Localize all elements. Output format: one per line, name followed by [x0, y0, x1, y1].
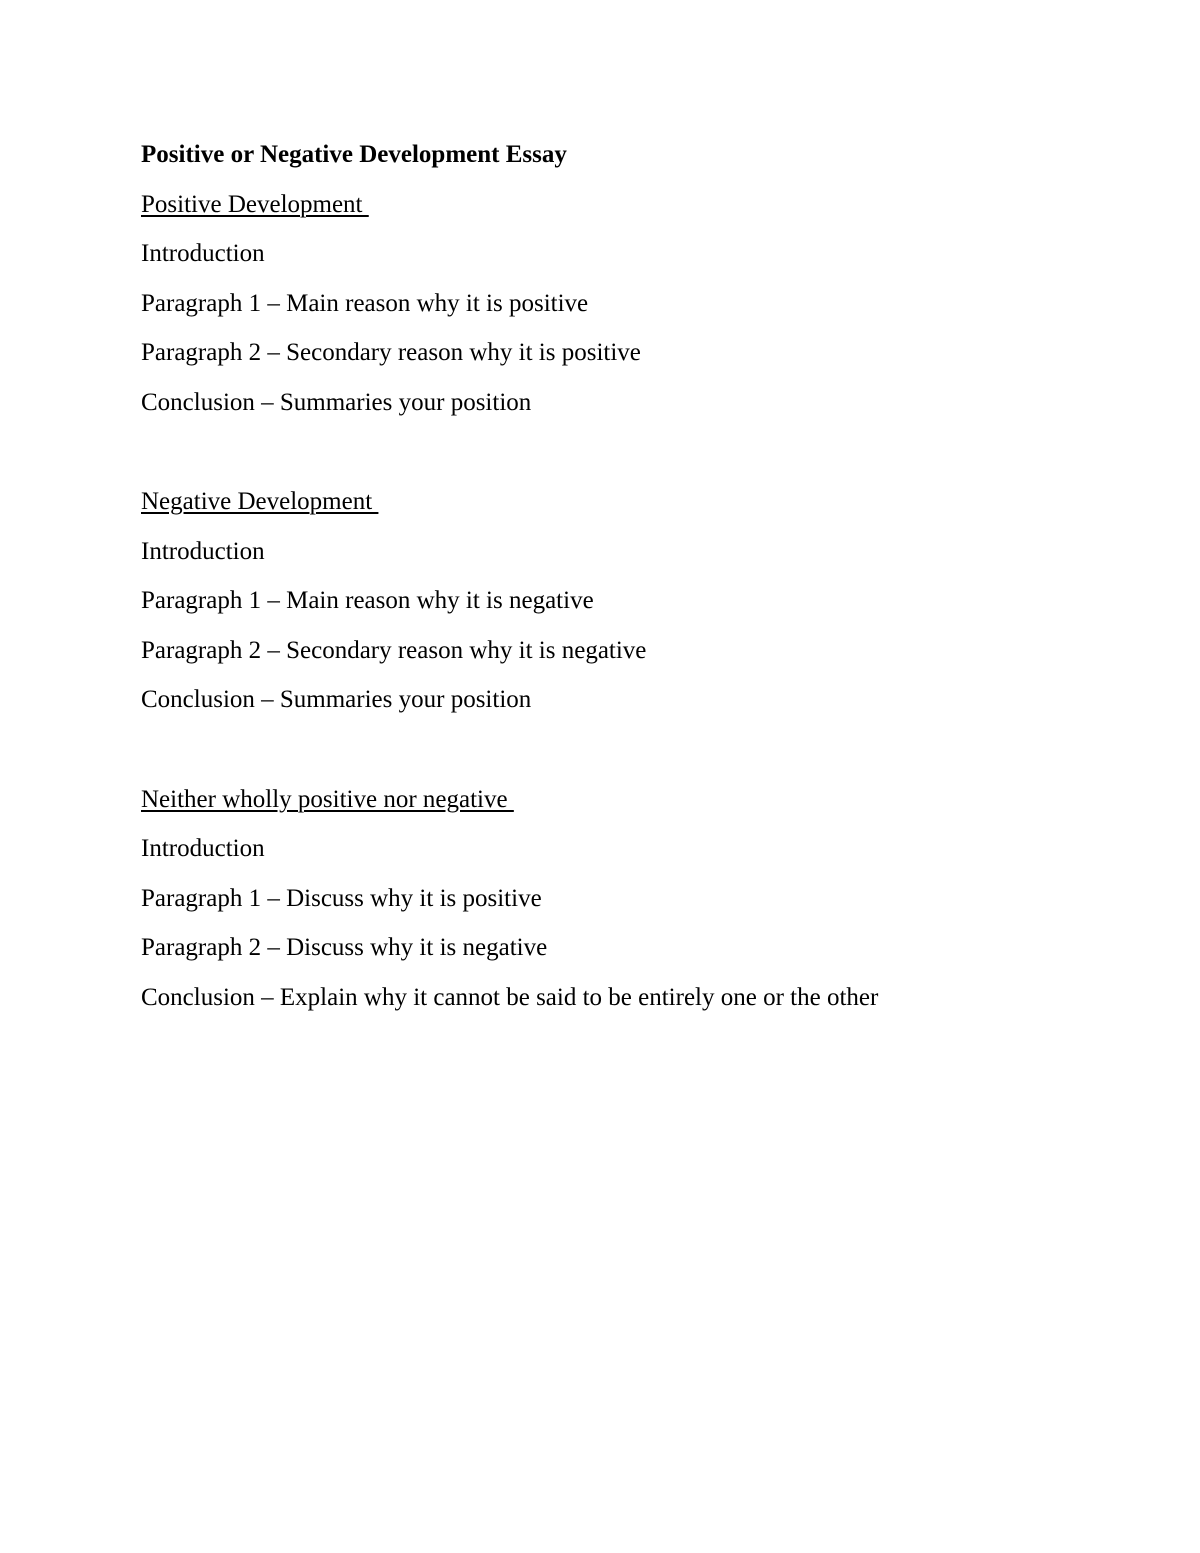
section-positive-development [141, 190, 1101, 418]
section-heading: Neither wholly positive nor negative [141, 785, 514, 813]
section-item: Paragraph 2 – Discuss why it is negative [141, 934, 548, 961]
document-page [141, 140, 1101, 1032]
section-item: Conclusion – Explain why it cannot be said to be entirely one or the other [141, 983, 879, 1011]
section-item: Paragraph 1 – Main reason why it is positive [141, 289, 589, 317]
section-item: Introduction [141, 240, 265, 267]
section-negative-development [141, 487, 1101, 715]
section-heading: Negative Development [141, 488, 379, 515]
section-spacer [141, 437, 1101, 487]
section-neither-positive-nor-negative [141, 785, 1101, 1013]
section-item: Paragraph 2 – Secondary reason why it is negative [141, 636, 647, 664]
section-spacer [141, 735, 1101, 785]
section-item: Paragraph 1 – Discuss why it is positive [141, 884, 542, 912]
section-item: Paragraph 2 – Secondary reason why it is positive [141, 339, 641, 366]
section-heading: Positive Development [141, 190, 369, 218]
section-item: Introduction [141, 835, 265, 862]
section-item: Introduction [141, 537, 265, 565]
document-title: Positive or Negative Development Essay [141, 141, 567, 168]
section-item: Conclusion – Summaries your position [141, 686, 532, 713]
section-item: Paragraph 1 – Main reason why it is negative [141, 587, 594, 614]
section-item: Conclusion – Summaries your position [141, 388, 532, 416]
